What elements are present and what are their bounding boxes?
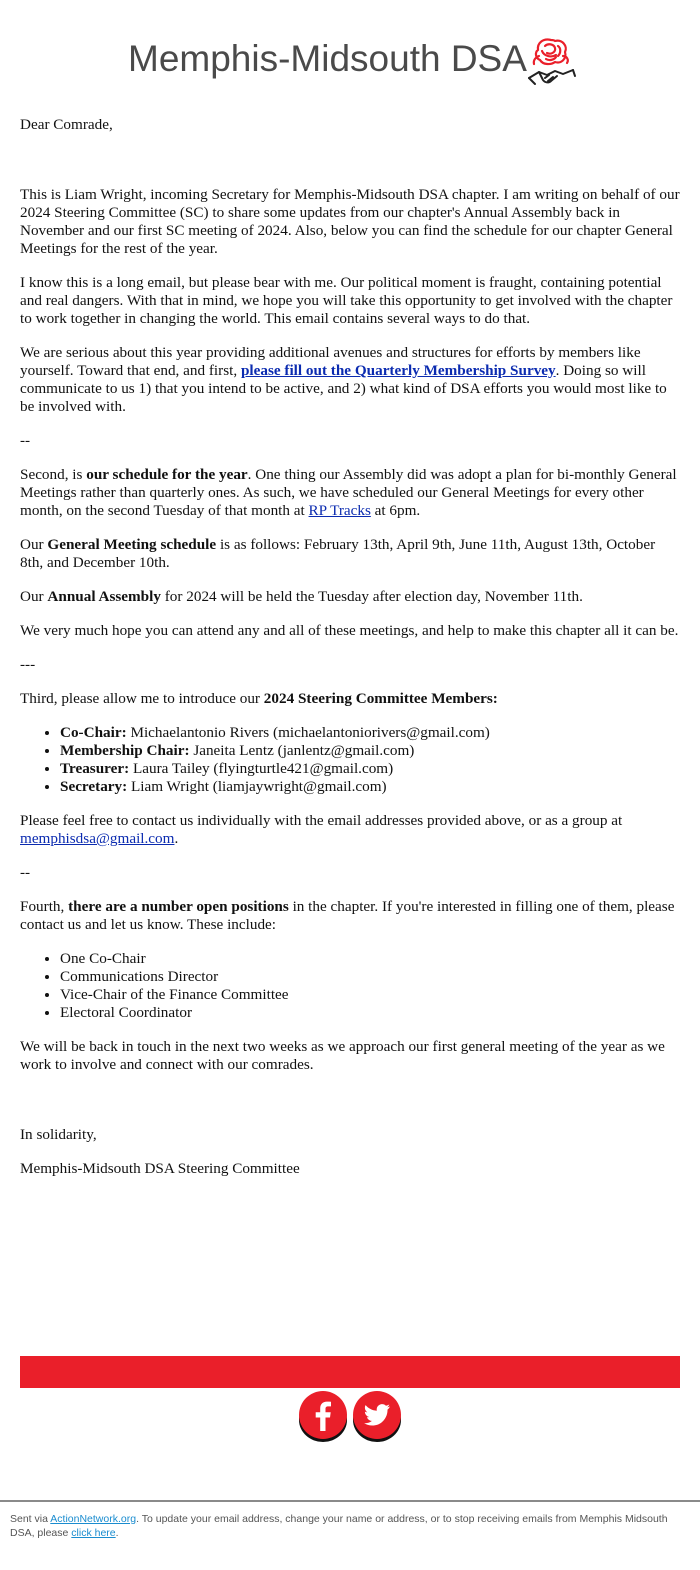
greeting: Dear Comrade, xyxy=(20,116,113,133)
footer-text xyxy=(10,1512,670,1540)
text: Third, please allow me to introduce our xyxy=(20,690,264,707)
bold-text: our schedule for the year xyxy=(86,466,248,483)
text: Please feel free to contact us individually with the email addresses provided above, or as a group at xyxy=(20,812,623,829)
list-item: • Electoral Coordinator xyxy=(60,1004,682,1022)
footer-red-bar xyxy=(20,1356,680,1388)
email-body xyxy=(20,116,682,1194)
paragraph-annual-assembly xyxy=(20,588,682,606)
text: . One thing our Assembly did was adopt a plan for bi-monthly General Meetings rather than quarterly ones. As such, we have scheduled our General Meetings for every other month, on the second Tuesday of that month at xyxy=(20,466,677,519)
list-item: • Communications Director xyxy=(60,968,682,986)
member-role: Membership Chair: xyxy=(60,742,190,759)
member-detail: Michaelantonio Rivers (michaelantoniorivers@gmail.com) xyxy=(126,724,490,741)
header-title: Memphis-Midsouth DSA xyxy=(128,38,527,79)
unsubscribe-link[interactable]: click here xyxy=(71,1527,116,1539)
member-role: Secretary: xyxy=(60,778,128,795)
member-role: Treasurer: xyxy=(60,760,130,777)
text: Sent via xyxy=(10,1513,51,1525)
email-footer xyxy=(0,1500,700,1570)
text: . xyxy=(174,830,179,847)
list-item: • Vice-Chair of the Finance Committee xyxy=(60,986,682,1004)
bold-text: 2024 Steering Committee Members: xyxy=(263,690,498,707)
email-header xyxy=(0,0,700,110)
membership-survey-link[interactable]: please fill out the Quarterly Membership Survey xyxy=(240,362,556,379)
member-detail: Janeita Lentz (janlentz@gmail.com) xyxy=(189,742,415,759)
bold-text: Annual Assembly xyxy=(47,588,161,605)
closing: In solidarity, xyxy=(20,1126,97,1143)
rose-handshake-icon xyxy=(525,34,577,90)
member-role: Co-Chair: xyxy=(60,724,127,741)
paragraph-committee-intro xyxy=(20,690,682,708)
text: We are serious about this year providing additional avenues and structures for efforts by members like yourself. Toward that end, and first, xyxy=(20,344,641,379)
rp-tracks-link[interactable]: RP Tracks xyxy=(308,502,371,519)
paragraph-attend: We very much hope you can attend any and all of these meetings, and help to make this chapter all it can be. xyxy=(20,622,679,639)
text: Fourth, xyxy=(20,898,69,915)
positions-list xyxy=(20,950,682,1022)
paragraph-open-positions xyxy=(20,898,682,934)
text: . To update your email address, change your name or address, or to stop receiving emails from Memphis Midsouth DSA, please xyxy=(10,1513,668,1539)
paragraph-back-in-touch: We will be back in touch in the next two weeks as we approach our first general meeting of the year as we work to involve and connect with our comrades. xyxy=(20,1038,665,1073)
paragraph-general-meeting-schedule xyxy=(20,536,682,572)
text: for 2024 will be held the Tuesday after election day, November 11th. xyxy=(160,588,583,605)
bold-text: there are a number open positions xyxy=(68,898,289,915)
facebook-icon[interactable] xyxy=(296,1390,350,1444)
text: Second, is xyxy=(20,466,87,483)
member-detail: Liam Wright (liamjaywright@gmail.com) xyxy=(127,778,387,795)
list-item xyxy=(60,742,682,760)
list-item: • One Co-Chair xyxy=(60,950,682,968)
separator: -- xyxy=(20,432,31,449)
text: at 6pm. xyxy=(370,502,421,519)
text: Our xyxy=(20,536,48,553)
group-email-link[interactable]: memphisdsa@gmail.com xyxy=(20,830,175,847)
text: in the chapter. If you're interested in filling one of them, please contact us and let us know. These include: xyxy=(20,898,675,933)
paragraph-intro: This is Liam Wright, incoming Secretary for Memphis-Midsouth DSA chapter. I am writing on behalf of our 2024 Steering Committee (SC) to share some updates from our chapter's Annual Assembly back in November and our first SC meeting of 2024. Also, below you can find the schedule for our chapter General Meetings for the rest of the year. xyxy=(20,186,680,257)
separator: --- xyxy=(20,656,36,673)
actionnetwork-link[interactable]: ActionNetwork.org xyxy=(50,1513,137,1525)
signature: Memphis-Midsouth DSA Steering Committee xyxy=(20,1160,300,1177)
text: . xyxy=(115,1527,119,1539)
list-item xyxy=(60,724,682,742)
member-detail: Laura Tailey (flyingturtle421@gmail.com) xyxy=(129,760,394,777)
spacer xyxy=(20,1090,682,1126)
paragraph-political-moment: I know this is a long email, but please bear with me. Our political moment is fraught, containing potential and real dangers. With that in mind, we hope you will take this opportunity to get involved with the chapter to work together in changing the world. This email contains several ways to do that. xyxy=(20,274,673,327)
text: . Doing so will communicate to us 1) that you intend to be active, and 2) what kind of DSA efforts you would most like to be involved with. xyxy=(20,362,667,415)
bold-text: General Meeting schedule xyxy=(47,536,217,553)
committee-list xyxy=(20,724,682,796)
paragraph-survey xyxy=(20,344,682,416)
twitter-icon[interactable] xyxy=(350,1390,404,1444)
list-item xyxy=(60,778,682,796)
paragraph-contact xyxy=(20,812,682,848)
text: is as follows: February 13th, April 9th, June 11th, August 13th, October 8th, and December 10th. xyxy=(20,536,656,571)
paragraph-schedule xyxy=(20,466,682,520)
separator: -- xyxy=(20,864,31,881)
list-item xyxy=(60,760,682,778)
text: Our xyxy=(20,588,48,605)
